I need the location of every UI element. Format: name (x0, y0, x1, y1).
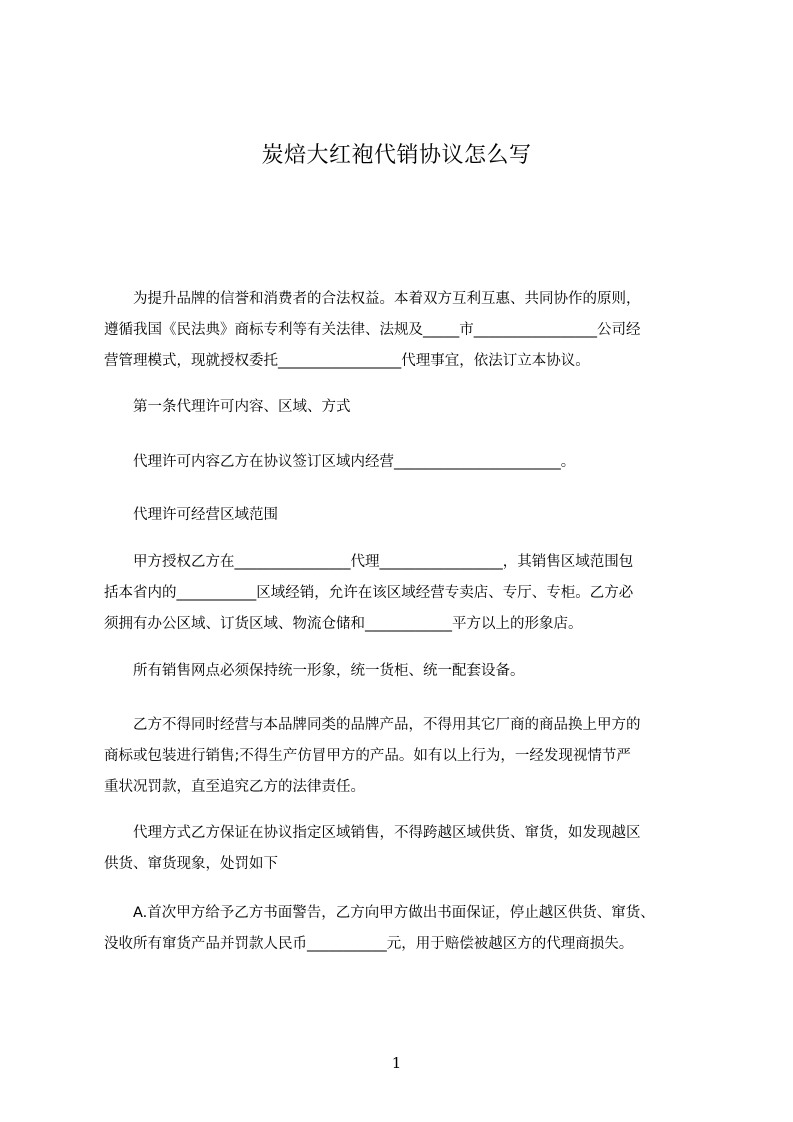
text-line: 营管理模式，现就授权委托_________________代理事宜，依法订立本协议。 (104, 353, 590, 369)
text-line: 供货、窜货现象，处罚如下 (104, 856, 278, 872)
text-line: 重状况罚款，直至追究乙方的法律责任。 (104, 779, 365, 795)
document-title: 炭焙大红袍代销协议怎么写 (261, 143, 532, 168)
text-line: 代理方式乙方保证在协议指定区域销售，不得跨越区域供货、窜货，如发现越区 (133, 825, 641, 841)
text-line: A.首次甲方给予乙方书面警告，乙方向甲方做出书面保证，停止越区供货、窜货、 (133, 905, 655, 921)
text-line: 第一条代理许可内容、区域、方式 (133, 399, 351, 415)
paragraph-penalty-a (104, 898, 694, 960)
paragraph-agency-method (104, 818, 694, 880)
text-line: 代理许可经营区域范围 (133, 507, 278, 523)
paragraph-license-content (104, 447, 694, 478)
text-line: 商标或包装进行销售;不得生产仿冒甲方的产品。如有以上行为，一经发现视情节严 (104, 748, 631, 764)
article-heading (104, 392, 694, 423)
text-line: 为提升品牌的信誉和消费者的合法权益。本着双方互利互惠、共同协作的原则， (133, 291, 641, 307)
text-line: 所有销售网点必须保持统一形象，统一货柜、统一配套设备。 (133, 663, 525, 679)
text-line: 代理许可内容乙方在协议签订区域内经营_______________________。 (133, 454, 576, 470)
text-line: 须拥有办公区域、订货区域、物流仓储和____________平方以上的形象店。 (104, 616, 583, 632)
page-number: 1 (391, 1054, 402, 1072)
text-line: 没收所有窜货产品并罚款人民币___________元，用于赔偿被越区方的代理商损失。 (104, 936, 634, 952)
paragraph-intro (104, 284, 694, 377)
text-line: 遵循我国《民法典》商标专利等有关法律、法规及_____市_________________公司经 (104, 322, 641, 338)
paragraph-license-region (104, 500, 694, 531)
paragraph-no-competing (104, 710, 694, 803)
text-line: 括本省内的___________区域经销，允许在该区域经营专卖店、专厅、专柜。乙方必 (104, 585, 634, 601)
text-line: 乙方不得同时经营与本品牌同类的品牌产品，不得用其它厂商的商品换上甲方的 (133, 717, 641, 733)
text-line: 甲方授权乙方在________________代理_________________，其销售区域范围包 (133, 554, 634, 570)
paragraph-uniform-image (104, 656, 694, 687)
paragraph-authorization (104, 547, 694, 640)
